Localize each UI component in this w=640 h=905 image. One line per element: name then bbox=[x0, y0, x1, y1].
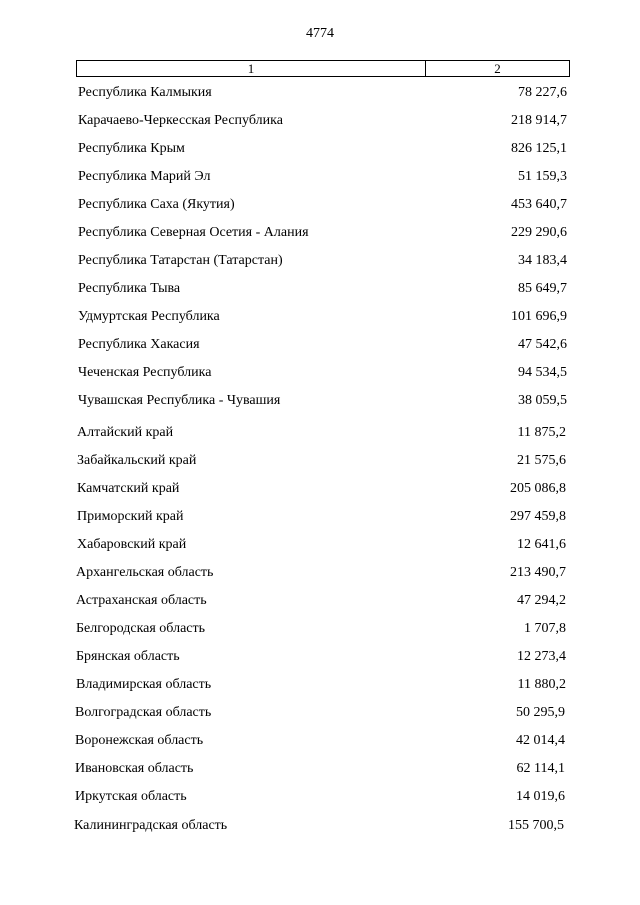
region-name: Белгородская область bbox=[76, 621, 206, 636]
region-value: 11 875,2 bbox=[517, 425, 566, 440]
table-row bbox=[0, 82, 567, 104]
region-value: 11 880,2 bbox=[517, 677, 566, 692]
region-value: 12 273,4 bbox=[517, 649, 566, 664]
region-value: 218 914,7 bbox=[511, 113, 567, 128]
region-name: Приморский край bbox=[77, 509, 184, 524]
region-value: 229 290,6 bbox=[511, 225, 567, 240]
region-value: 50 295,9 bbox=[516, 705, 565, 720]
region-name: Владимирская область bbox=[76, 677, 212, 692]
table-row bbox=[0, 674, 566, 696]
region-name: Республика Саха (Якутия) bbox=[78, 197, 235, 212]
table-row bbox=[0, 562, 566, 584]
region-name: Брянская область bbox=[76, 649, 180, 664]
region-value: 42 014,4 bbox=[516, 733, 565, 748]
region-name: Чувашская Республика - Чувашия bbox=[78, 393, 281, 408]
table-row bbox=[0, 110, 567, 132]
table-row bbox=[0, 506, 566, 528]
table-row bbox=[0, 815, 564, 837]
region-name: Камчатский край bbox=[77, 481, 180, 496]
region-name: Республика Крым bbox=[78, 141, 185, 156]
region-name: Хабаровский край bbox=[77, 537, 187, 552]
region-value: 51 159,3 bbox=[518, 169, 567, 184]
table-row bbox=[0, 534, 566, 556]
region-value: 1 707,8 bbox=[524, 621, 566, 636]
region-name: Калининградская область bbox=[74, 818, 228, 833]
table-row bbox=[0, 478, 566, 500]
page-number: 4774 bbox=[306, 26, 334, 41]
region-name: Архангельская область bbox=[76, 565, 214, 580]
table-row bbox=[0, 786, 565, 808]
region-value: 85 649,7 bbox=[518, 281, 567, 296]
region-name: Воронежская область bbox=[75, 733, 204, 748]
region-value: 297 459,8 bbox=[510, 509, 566, 524]
table-row bbox=[0, 390, 567, 412]
region-name: Иркутская область bbox=[75, 789, 187, 804]
table-row bbox=[0, 618, 566, 640]
region-value: 38 059,5 bbox=[518, 393, 567, 408]
table-row bbox=[0, 590, 566, 612]
region-name: Астраханская область bbox=[76, 593, 207, 608]
region-name: Республика Марий Эл bbox=[78, 169, 211, 184]
table-row bbox=[0, 702, 565, 724]
table-row bbox=[0, 194, 567, 216]
table-row bbox=[0, 758, 565, 780]
region-value: 205 086,8 bbox=[510, 481, 566, 496]
table-row bbox=[0, 422, 566, 444]
region-value: 826 125,1 bbox=[511, 141, 567, 156]
region-name: Республика Тыва bbox=[78, 281, 181, 296]
table-row bbox=[0, 306, 567, 328]
region-value: 453 640,7 bbox=[511, 197, 567, 212]
region-value: 14 019,6 bbox=[516, 789, 565, 804]
region-value: 62 114,1 bbox=[516, 761, 565, 776]
region-value: 21 575,6 bbox=[517, 453, 566, 468]
region-value: 213 490,7 bbox=[510, 565, 566, 580]
region-value: 12 641,6 bbox=[517, 537, 566, 552]
region-name: Республика Северная Осетия - Алания bbox=[78, 225, 309, 240]
column-header-1: 1 bbox=[77, 61, 426, 77]
region-name: Ивановская область bbox=[75, 761, 194, 776]
table-header bbox=[76, 60, 570, 77]
table-row bbox=[0, 222, 567, 244]
region-value: 94 534,5 bbox=[518, 365, 567, 380]
region-value: 78 227,6 bbox=[518, 85, 567, 100]
region-value: 47 542,6 bbox=[518, 337, 567, 352]
table-row bbox=[0, 250, 567, 272]
table-row bbox=[0, 334, 567, 356]
region-name: Забайкальский край bbox=[77, 453, 197, 468]
table-row bbox=[0, 450, 566, 472]
table-row bbox=[0, 646, 566, 668]
table-row bbox=[0, 362, 567, 384]
region-name: Карачаево-Черкесская Республика bbox=[78, 113, 283, 128]
table-row bbox=[0, 166, 567, 188]
region-name: Республика Татарстан (Татарстан) bbox=[78, 253, 283, 268]
table-row bbox=[0, 730, 565, 752]
region-name: Алтайский край bbox=[77, 425, 174, 440]
region-name: Республика Калмыкия bbox=[78, 85, 212, 100]
region-value: 47 294,2 bbox=[517, 593, 566, 608]
region-value: 155 700,5 bbox=[508, 818, 564, 833]
region-name: Волгоградская область bbox=[75, 705, 212, 720]
column-header-2: 2 bbox=[426, 61, 570, 77]
region-name: Чеченская Республика bbox=[78, 365, 212, 380]
table-row bbox=[0, 278, 567, 300]
region-name: Удмуртская Республика bbox=[78, 309, 220, 324]
region-name: Республика Хакасия bbox=[78, 337, 200, 352]
table-row bbox=[0, 138, 567, 160]
region-value: 34 183,4 bbox=[518, 253, 567, 268]
region-value: 101 696,9 bbox=[511, 309, 567, 324]
